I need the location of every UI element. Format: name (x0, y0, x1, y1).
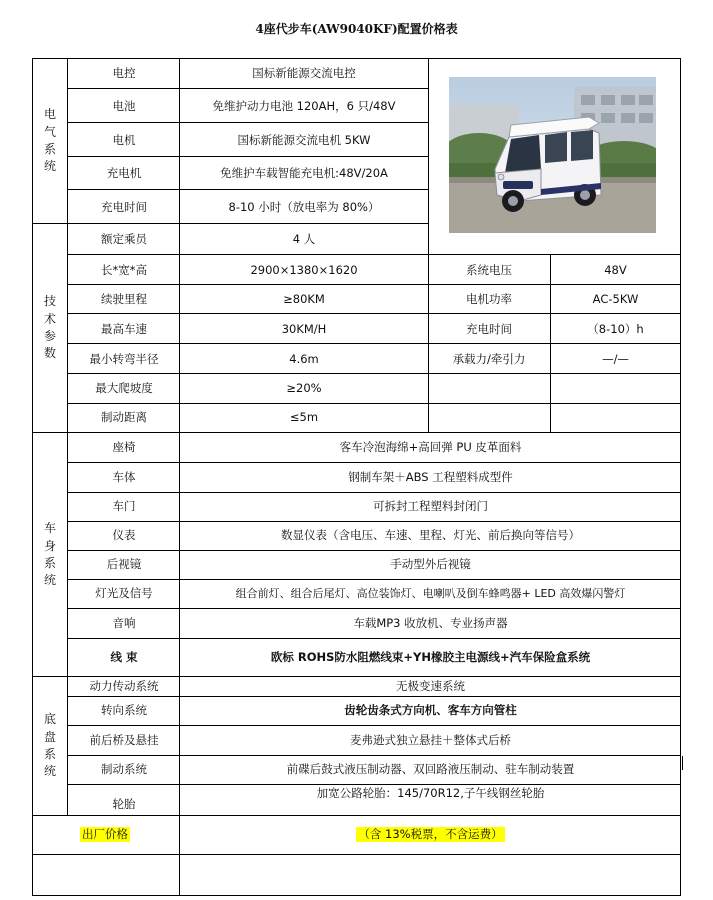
row-value: 国标新能源交流电控 (252, 66, 356, 81)
row-value: 2900×1380×1620 (250, 262, 358, 277)
row-label: 车门 (112, 499, 136, 514)
row-value: 30KM/H (281, 321, 327, 336)
row-label: 续驶里程 (101, 292, 147, 307)
row-value: 可拆封工程塑料封闭门 (373, 499, 488, 514)
row-value: 手动型外后视镜 (390, 557, 471, 572)
row-value: （8-10）h (587, 321, 644, 336)
section-char: 盘 (43, 729, 56, 744)
row-label: 最高车速 (101, 321, 147, 336)
row-value: —/— (602, 351, 629, 366)
row-label: 电机 (112, 132, 136, 147)
section-char: 气 (43, 124, 56, 139)
price-note: （含 13%税票，不含运费） (358, 827, 503, 842)
row-label: 充电机 (106, 166, 142, 181)
row-label: 电机功率 (466, 292, 512, 307)
row-value: 麦弗逊式独立悬挂＋整体式后桥 (350, 732, 511, 747)
row-label: 电池 (112, 98, 136, 113)
row-value: ≥20% (286, 381, 322, 396)
row-value: 欧标 ROHS防水阻燃线束+YH橡胶主电源线+汽车保险盒系统 (270, 649, 591, 664)
row-label: 转向系统 (101, 703, 147, 718)
section-char: 术 (43, 311, 56, 326)
row-label: 动力传动系统 (89, 678, 159, 693)
section-char: 统 (43, 764, 56, 779)
section-char: 电 (43, 107, 56, 122)
row-label: 长*宽*高 (101, 262, 147, 277)
row-value: 免维护车载智能充电机:48V/20A (220, 166, 388, 181)
page-title: 4座代步车(AW9040KF)配置价格表 (255, 22, 458, 36)
row-value: 客车冷泡海绵+高回弹 PU 皮革面料 (339, 439, 522, 454)
section-char: 数 (43, 346, 56, 361)
row-label: 电控 (112, 66, 136, 81)
row-value: 钢制车架＋ABS 工程塑料成型件 (348, 469, 513, 484)
section-char: 统 (43, 573, 56, 588)
row-value: 前碟后鼓式液压制动器、双回路液压制动、驻车制动装置 (286, 762, 575, 777)
row-value: 齿轮齿条式方向机、客车方向管柱 (344, 703, 517, 718)
section-char: 车 (43, 521, 56, 536)
row-value: 4.6m (289, 351, 319, 366)
row-value: 组合前灯、组合后尾灯、高位装饰灯、电喇叭及倒车蜂鸣器+ LED 高效爆闪警灯 (235, 586, 626, 600)
price-label-cell (32, 815, 180, 854)
section-char: 系 (43, 142, 56, 156)
section-char: 系 (43, 747, 56, 761)
row-label: 额定乘员 (101, 232, 147, 247)
row-label: 承载力/牵引力 (452, 351, 526, 366)
row-label: 音响 (112, 615, 136, 630)
row-label: 系统电压 (466, 262, 512, 277)
white-electric-car-photo (449, 77, 656, 233)
row-label: 后视镜 (106, 557, 142, 572)
row-value: 数显仪表（含电压、车速、里程、灯光、前后换向等信号） (281, 528, 580, 543)
section-chassis (32, 677, 68, 815)
row-value: 4 人 (292, 232, 316, 247)
section-char: 底 (43, 712, 56, 727)
row-value: 加宽公路轮胎：145/70R12,子午线钢丝轮胎 (316, 786, 545, 800)
row-label: 最大爬坡度 (95, 381, 153, 396)
row-value: ≥80KM (283, 292, 325, 307)
price-label: 出厂价格 (82, 827, 128, 842)
row-label: 充电时间 (101, 199, 147, 214)
row-label: 仪表 (112, 528, 136, 543)
section-electrical (32, 58, 68, 224)
row-label: 制动系统 (101, 762, 147, 777)
section-char: 身 (43, 538, 56, 553)
row-value: 国标新能源交流电机 5KW (237, 132, 371, 147)
row-value: 48V (604, 262, 627, 277)
section-technical (32, 224, 68, 432)
section-char: 系 (43, 556, 56, 570)
row-value: 免维护动力电池 120AH，6 只/48V (212, 98, 396, 113)
row-label: 灯光及信号 (95, 586, 153, 601)
row-label: 充电时间 (466, 321, 512, 336)
row-label: 线 束 (110, 649, 138, 664)
row-label: 最小转弯半径 (89, 351, 159, 366)
row-label: 制动距离 (101, 410, 147, 425)
price-note-cell (180, 815, 681, 854)
section-char: 参 (43, 329, 56, 343)
row-label: 座椅 (112, 439, 136, 454)
row-value: 车载MP3 收放机、专业扬声器 (353, 615, 508, 630)
row-value: AC-5KW (592, 292, 639, 307)
section-char: 统 (43, 159, 56, 174)
row-value: 8-10 小时（放电率为 80%） (228, 199, 380, 214)
row-value: ≤5m (289, 410, 319, 425)
section-char: 技 (43, 294, 56, 309)
row-label: 车体 (112, 469, 136, 484)
margin-mark (682, 756, 683, 770)
row-label: 轮胎 (112, 796, 136, 811)
row-value: 无极变速系统 (396, 678, 465, 693)
row-label: 前后桥及悬挂 (89, 732, 159, 747)
section-body (32, 433, 68, 677)
